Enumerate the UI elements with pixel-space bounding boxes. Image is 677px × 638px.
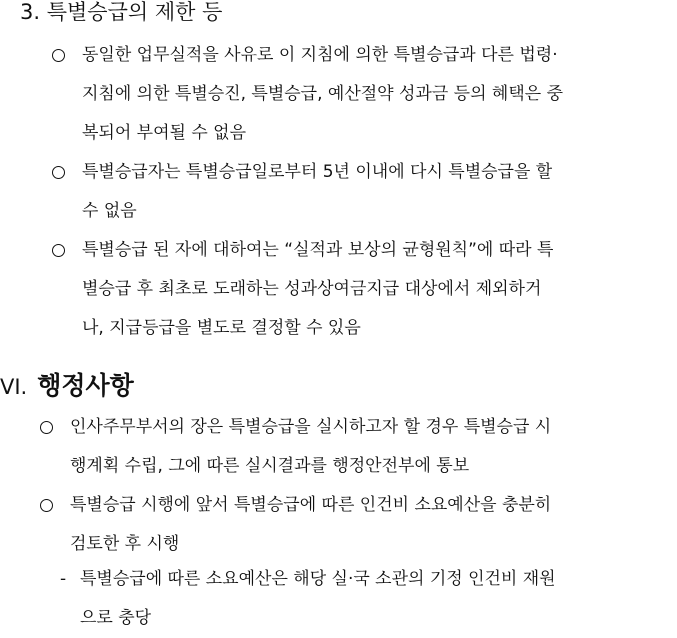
item-line: 나, 지급등급을 별도로 결정할 수 있음 [82,318,361,338]
list-item [40,486,677,564]
item-line: 별승급 후 최초로 도래하는 성과상여금지급 대상에서 제외하거 [82,279,542,299]
item-line: 특별승급 된 자에 대하여는 “실적과 보상의 균형원칙”에 따라 특 [82,240,554,260]
section-number: VI. [0,375,28,399]
list-item [52,36,677,153]
item-line: 지침에 의한 특별승진, 특별승급, 예산절약 성과금 등의 혜택은 중 [82,84,564,104]
circle-bullet-icon [52,36,65,77]
list-item [40,408,677,486]
section-heading [0,366,134,406]
item-line: 복되어 부여될 수 없음 [82,123,247,143]
list-item [52,231,677,348]
dash-bullet: - [60,569,67,589]
item-line: 검토한 후 시행 [70,534,180,554]
circle-bullet-icon [40,486,53,527]
circle-bullet-icon [52,231,65,272]
item-line: 특별승급에 따른 소요예산은 해당 실·국 소관의 기정 인건비 재원 [80,569,556,589]
item-line: 인사주무부서의 장은 특별승급을 실시하고자 할 경우 특별승급 시 [70,417,552,437]
item-line: 특별승급 시행에 앞서 특별승급에 따른 인건비 소요예산을 충분히 [70,495,552,515]
item-line: 수 없음 [82,201,137,221]
list-item [52,153,677,231]
item-line: 특별승급자는 특별승급일로부터 5년 이내에 다시 특별승급을 할 [82,162,553,182]
list-item [60,560,677,638]
circle-bullet-icon [40,408,53,449]
item-line: 동일한 업무실적을 사유로 이 지침에 의한 특별승급과 다른 법령· [82,45,558,65]
section-title: 행정사항 [37,371,134,400]
item-line: 으로 충당 [80,608,152,628]
circle-bullet-icon [52,153,65,194]
subsection-title: 3. 특별승급의 제한 등 [20,0,223,24]
item-line: 행계획 수립, 그에 따른 실시결과를 행정안전부에 통보 [70,456,470,476]
